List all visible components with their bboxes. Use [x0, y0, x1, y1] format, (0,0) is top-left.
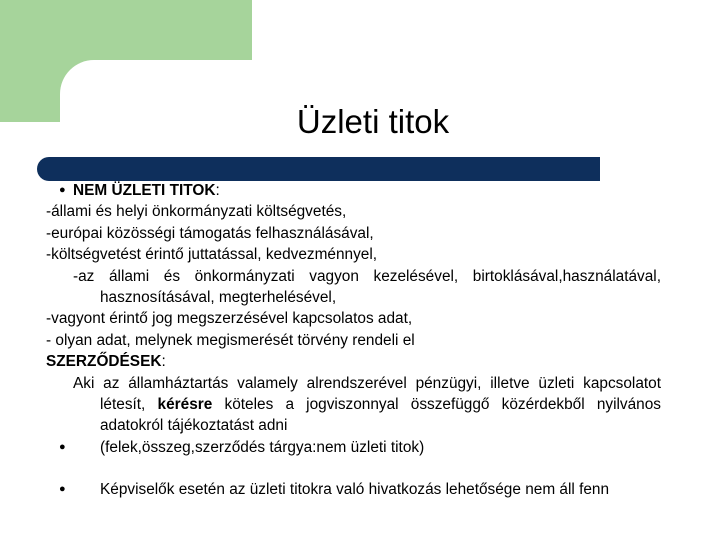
heading-colon: :: [215, 182, 220, 199]
parenthetical-text: (felek,összeg,szerződés tárgya:nem üzleti titok): [100, 438, 425, 456]
representatives-text: Képviselők esetén az üzleti titokra való hivatkozás lehetősége nem áll fenn: [100, 481, 610, 499]
bullet-icon: ●: [59, 440, 66, 453]
bullet-icon: ●: [59, 483, 66, 496]
not-secret-heading: NEM ÜZLETI TITOK: [73, 182, 216, 199]
contracts-emphasis: kérésre: [157, 396, 213, 414]
bullet-icon: ●: [59, 184, 66, 196]
list-item: -állami és helyi önkormányzati költségvetés,: [46, 203, 347, 221]
contracts-text: Aki az államháztartás valamely alrendszerével pénzügyi, illetve üzleti kapcsolatot létesít,: [73, 374, 661, 414]
heading-colon: :: [161, 353, 166, 371]
list-item: -európai közösségi támogatás felhasználásával,: [46, 224, 374, 242]
not-secret-heading-line: [59, 180, 661, 201]
list-item: -költségvetést érintő juttatással, kedvezménnyel,: [46, 246, 378, 264]
parenthetical-line: [46, 437, 661, 458]
spacer: [73, 458, 661, 479]
contracts-heading: SZERZŐDÉSEK: [46, 353, 162, 371]
representatives-line: [46, 479, 661, 500]
list-item: -az állami és önkormányzati vagyon kezelésével, birtoklásával,használatával, hasznosításával, megterhelésével,: [73, 267, 661, 307]
list-item: - olyan adat, melynek megismerését törvény rendeli el: [46, 331, 415, 349]
contracts-paragraph: [46, 373, 661, 437]
contracts-heading-line: [46, 351, 661, 372]
title-underline-bar: [37, 157, 600, 181]
slide-title: Üzleti titok: [296, 103, 450, 140]
list-item: -vagyont érintő jog megszerzésével kapcsolatos adat,: [46, 310, 413, 328]
slide-body: [46, 180, 661, 501]
contracts-text: köteles a jogviszonnyal összefüggő közérdekből nyilvános adatokról tájékoztatást adni: [100, 396, 661, 435]
